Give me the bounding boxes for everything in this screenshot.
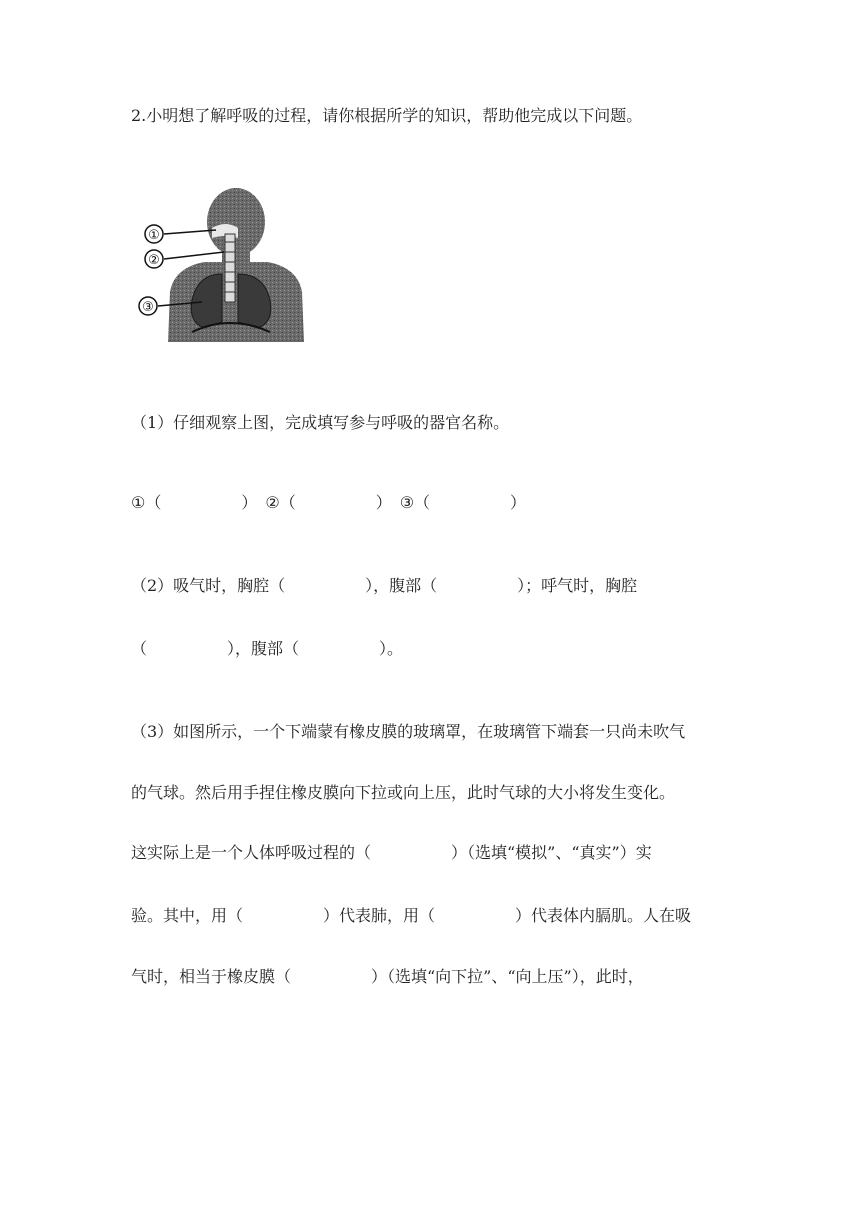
part3-line2: 的气球。然后用手捏住橡皮膜向下拉或向上压，此时气球的大小将发生变化。: [131, 783, 676, 802]
part3-line3: 这实际上是一个人体呼吸过程的（ ）（选填“模拟”、“真实”）实: [131, 843, 652, 862]
svg-text:③: ③: [142, 300, 154, 315]
torso-silhouette: [168, 262, 304, 342]
respiratory-diagram: [128, 182, 334, 342]
svg-text:②: ②: [148, 253, 160, 268]
label-2: [145, 250, 163, 268]
label-3: [139, 297, 157, 315]
part2-line2: （ ），腹部（ ）。: [131, 639, 404, 658]
part3-line4: 验。其中，用（ ）代表肺，用（ ）代表体内膈肌。人在吸: [131, 906, 692, 925]
part3-line5: 气时，相当于橡皮膜（ ）（选填“向下拉”、“向上压”），此时，: [131, 967, 644, 986]
part1-prompt: （1）仔细观察上图，完成填写参与呼吸的器官名称。: [131, 413, 510, 432]
respiratory-system-figure: [128, 182, 334, 342]
question-title: 2.小明想了解呼吸的过程，请你根据所学的知识，帮助他完成以下问题。: [131, 106, 643, 125]
label-1: [145, 225, 163, 243]
part3-line1: （3）如图所示，一个下端蒙有橡皮膜的玻璃罩，在玻璃管下端套一只尚未吹气: [131, 722, 686, 741]
part1-answer-blanks: ①（ ） ②（ ） ③（ ）: [131, 493, 527, 512]
svg-text:①: ①: [148, 228, 160, 243]
part2-line1: （2）吸气时，胸腔（ ），腹部（ ）；呼气时，胸腔: [131, 576, 638, 595]
